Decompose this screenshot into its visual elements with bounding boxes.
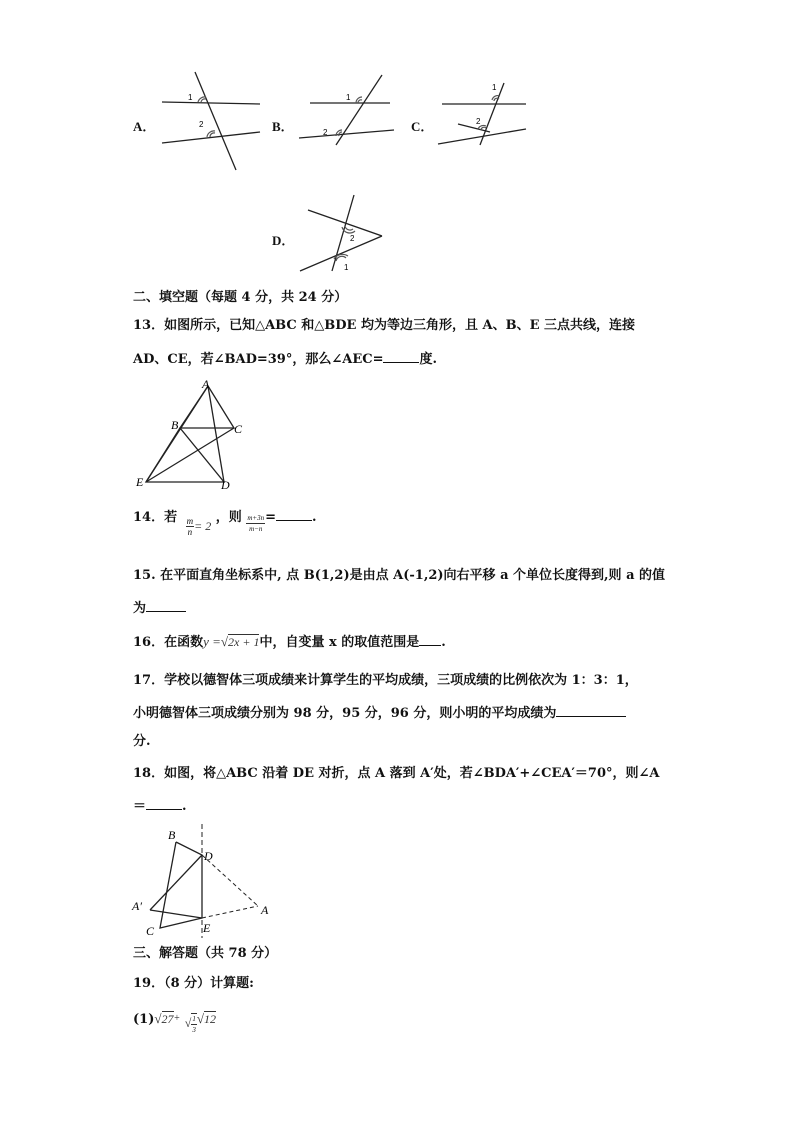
q18-point-a: A <box>261 903 269 917</box>
q18-point-b: B <box>168 828 176 842</box>
angle-2-label: 2 <box>199 120 204 129</box>
q15-line-2 <box>133 599 186 617</box>
q14-cond-rhs: = 2 <box>194 519 212 533</box>
q19-part1-label: (1) <box>133 1012 155 1027</box>
q18-figure <box>130 822 280 940</box>
angle-2-label: 2 <box>476 117 481 126</box>
q16-func-radicand: 2x + 1 <box>228 635 260 649</box>
angle-1-label: 1 <box>344 263 349 272</box>
option-c-label: C． <box>411 119 434 134</box>
q18-end: . <box>182 799 187 814</box>
q16-func-y: y = <box>203 634 221 649</box>
q16-answer-blank[interactable] <box>419 633 441 646</box>
q17-line-2 <box>133 704 626 722</box>
option-a-label: A． <box>133 119 156 134</box>
q17-line-3: 分. <box>133 734 151 749</box>
option-b-figure <box>296 70 406 175</box>
q13-answer-blank[interactable] <box>383 350 419 363</box>
option-a-figure <box>160 70 270 175</box>
q15-text: 为 <box>133 601 147 616</box>
q13-point-a: A <box>202 377 210 391</box>
q18-line-1: 18．如图，将△ABC 沿着 DE 对折，点 A 落到 A′处，若∠BDA′+∠CEA′＝70°，则∠A <box>133 766 660 781</box>
q14-mid: ，则 <box>215 510 242 525</box>
q13-line-2 <box>133 350 437 368</box>
q18-point-a-prime: A′ <box>132 899 142 913</box>
q14-condition <box>186 514 212 539</box>
angle-1-label: 1 <box>346 93 351 102</box>
q14-expr-den: m−n <box>249 525 263 533</box>
q18-point-e: E <box>203 921 211 935</box>
q18-point-d: D <box>204 849 213 863</box>
q17-answer-blank[interactable] <box>556 704 626 717</box>
q18-line-2 <box>133 797 187 815</box>
q13-point-d: D <box>221 478 230 492</box>
option-d-figure <box>296 193 396 278</box>
q15-line-1: 15. 在平面直角坐标系中, 点 B(1,2)是由点 A(-1,2)向右平移 a 个单位长度得到,则 a 的值 <box>133 568 666 583</box>
q19-frac-num: 1 <box>192 1014 196 1023</box>
angle-2-label: 2 <box>350 234 355 243</box>
q13-point-b: B <box>171 418 179 432</box>
q18-answer-blank[interactable] <box>146 797 182 810</box>
q19-frac-den: 3 <box>192 1025 196 1034</box>
q14-expr-num: m+3n <box>247 514 265 522</box>
q17-text: 小明德智体三项成绩分别为 98 分，95 分，96 分，则小明的平均成绩为 <box>133 706 557 721</box>
q15-answer-blank[interactable] <box>146 599 186 612</box>
q16: 16．在函数y =√2x + 1中，自变量 x 的取值范围是 . <box>133 634 446 650</box>
q14-end: . <box>312 510 317 525</box>
q18-text: ＝ <box>133 799 147 814</box>
q19-sqrt-fraction: √ $\frac{1}{3}$ <box>184 1014 196 1034</box>
section-3-title: 三、解答题（共 78 分） <box>133 946 278 961</box>
option-c-figure <box>436 70 546 175</box>
option-b-label: B． <box>272 119 294 134</box>
q19-part-1: (1)√27+ √ $\frac{1}{3}$ √12 <box>133 1011 217 1034</box>
q19-radicand-27: 27 <box>161 1012 174 1026</box>
q16-prefix: 16．在函数 <box>133 635 204 650</box>
angle-2-label: 2 <box>323 128 328 137</box>
q14-cond-num: m <box>186 516 194 526</box>
q19-radicand-12: 12 <box>204 1012 217 1026</box>
q14-prefix: 14．若 <box>133 510 178 525</box>
q18-point-c: C <box>146 924 155 938</box>
q16-end: . <box>441 635 446 650</box>
q13-text: AD、CE，若∠BAD=39°，那么∠AEC= <box>133 352 384 367</box>
q13-point-c: C <box>234 422 243 436</box>
q13-line-1: 13．如图所示，已知△ABC 和△BDE 均为等边三角形，且 A、B、E 三点共线，连接 <box>133 318 636 333</box>
q13-point-e: E <box>136 475 144 489</box>
q14-answer-blank[interactable] <box>276 508 312 521</box>
q13-figure <box>132 376 252 492</box>
q19-plus: + <box>173 1013 181 1024</box>
q14-cond-den: n <box>187 527 193 537</box>
q13-text-end: 度. <box>419 352 437 367</box>
q14-expression <box>246 512 265 536</box>
q14 <box>133 506 317 539</box>
q17-line-1: 17．学校以德智体三项成绩来计算学生的平均成绩，三项成绩的比例依次为 1：3：1， <box>133 673 638 688</box>
angle-1-label: 1 <box>188 93 193 102</box>
q16-suffix: 中，自变量 x 的取值范围是 <box>259 635 420 650</box>
option-d-label: D． <box>272 233 295 248</box>
q14-equals: = <box>265 510 276 525</box>
section-2-title: 二、填空题（每题 4 分，共 24 分） <box>133 290 348 305</box>
q19-title: 19．（8 分）计算题: <box>133 976 254 991</box>
angle-1-label: 1 <box>492 83 497 92</box>
